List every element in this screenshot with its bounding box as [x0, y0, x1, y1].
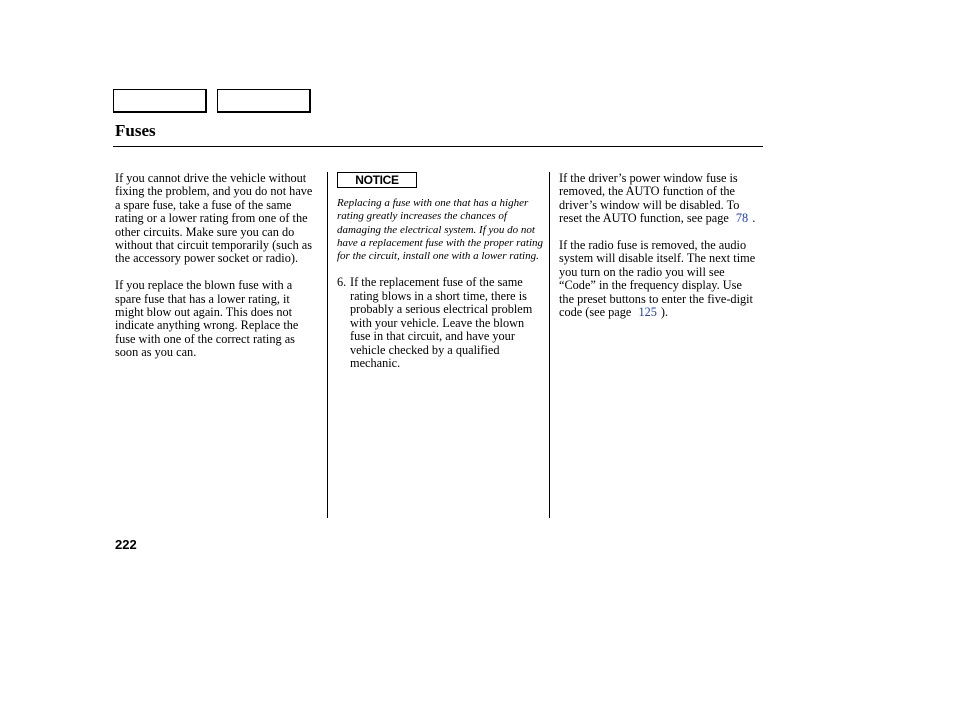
step-item	[337, 276, 543, 370]
step-number: 6.	[337, 275, 347, 290]
notice-label: NOTICE	[337, 172, 417, 188]
column-1	[115, 172, 320, 360]
column-divider-2	[549, 172, 550, 518]
page-number: 222	[115, 537, 137, 552]
title-divider	[113, 146, 763, 147]
lower-rating-paragraph: If you replace the blown fuse with a spare fuse that has a lower rating, it might blow out again. This does not indicate anything wrong. Replace the fuse with one of the correct rating as soon as you can.	[115, 278, 299, 360]
power-window-end: .	[752, 211, 756, 226]
spare-fuse-paragraph: If you cannot drive the vehicle without fixing the problem, and you do not have a spare fuse, take a fuse of the same rating or a lower rating from one of the other circuits. Make sure you can do without that circuit temporarily (such as the accessory power socket or radio).	[115, 171, 313, 266]
page-78-link[interactable]: 78	[735, 211, 749, 226]
previous-page-button[interactable]	[113, 89, 207, 113]
notice-text: Replacing a fuse with one that has a higher rating greatly increases the chances of damaging the electrical system. If you do not have a replacement fuse with the proper rating for the circuit, install one with a lower rating.	[337, 197, 544, 263]
column-3	[559, 172, 759, 319]
radio-end: ).	[660, 305, 669, 320]
power-window-text: If the driver’s power window fuse is removed, the AUTO function of the driver’s window will be disabled. To reset the AUTO function, see page	[559, 171, 740, 226]
power-window-paragraph	[559, 172, 759, 226]
page-title: Fuses	[115, 121, 156, 140]
next-page-button[interactable]	[217, 89, 311, 113]
column-divider-1	[327, 172, 328, 518]
radio-paragraph	[559, 239, 759, 319]
column-2	[337, 172, 543, 370]
step-text: If the replacement fuse of the same rating blows in a short time, there is probably a serious electrical problem with your vehicle. Leave the blown fuse in that circuit, and have your vehicle checked by a qualified mechanic.	[350, 275, 533, 370]
radio-text: If the radio fuse is removed, the audio system will disable itself. The next time you turn on the radio you will see “Code” in the frequency display. Use the preset buttons to enter the five-digit code (see page	[559, 238, 756, 320]
page-125-link[interactable]: 125	[638, 305, 657, 320]
